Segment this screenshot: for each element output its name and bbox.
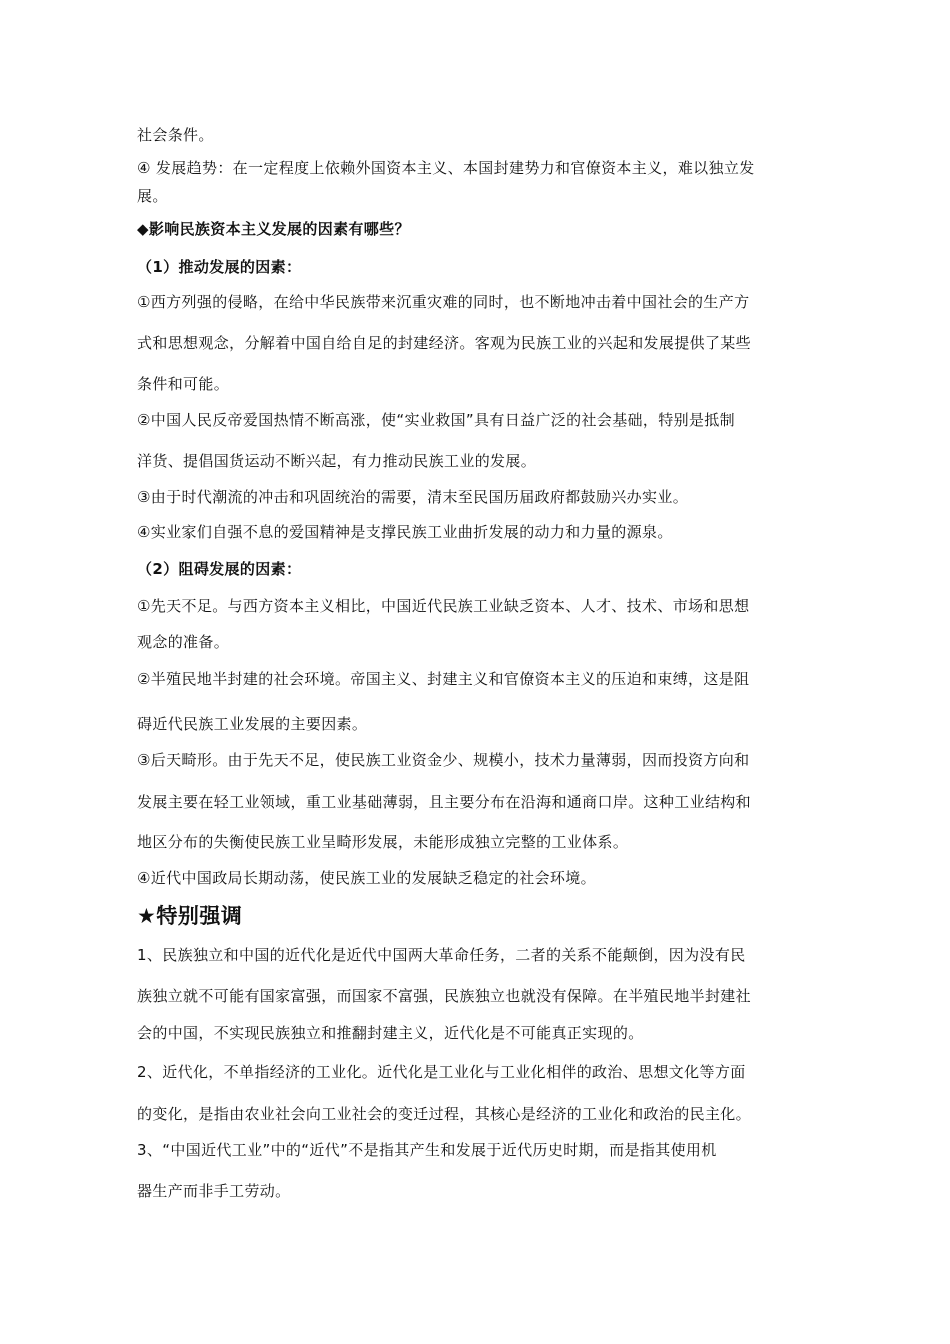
text-line: 洋货、提倡国货运动不断兴起，有力推动民族工业的发展。	[137, 452, 537, 470]
text-line: 观念的准备。	[137, 633, 230, 651]
text-line: ②半殖民地半封建的社会环境。帝国主义、封建主义和官僚资本主义的压迫和束缚，这是阻	[137, 670, 750, 688]
text-line: 的变化，是指由农业社会向工业社会的变迁过程，其核心是经济的工业化和政治的民主化。	[137, 1105, 752, 1123]
text-line: 条件和可能。	[137, 375, 230, 393]
text-line: ①西方列强的侵略，在给中华民族带来沉重灾难的同时，也不断地冲击着中国社会的生产方	[137, 293, 750, 311]
text-line: ①先天不足。与西方资本主义相比，中国近代民族工业缺乏资本、人才、技术、市场和思想	[137, 597, 750, 615]
text-line: ④实业家们自强不息的爱国精神是支撑民族工业曲折发展的动力和力量的源泉。	[137, 523, 673, 541]
text-line: 2、近代化，不单指经济的工业化。近代化是工业化与工业化相伴的政治、思想文化等方面	[137, 1063, 746, 1081]
text-line: ④ 发展趋势：在一定程度上依赖外国资本主义、本国封建势力和官僚资本主义，难以独立发	[137, 159, 755, 177]
subsection-heading: （2）阻碍发展的因素：	[137, 560, 302, 578]
text-line: 1、民族独立和中国的近代化是近代中国两大革命任务，二者的关系不能颠倒，因为没有民	[137, 946, 746, 964]
text-line: 族独立就不可能有国家富强，而国家不富强，民族独立也就没有保障。在半殖民地半封建社	[137, 987, 752, 1005]
text-line: 地区分布的失衡使民族工业呈畸形发展，未能形成独立完整的工业体系。	[137, 833, 629, 851]
text-line: 会的中国，不实现民族独立和推翻封建主义，近代化是不可能真正实现的。	[137, 1024, 644, 1042]
text-line: 式和思想观念，分解着中国自给自足的封建经济。客观为民族工业的兴起和发展提供了某些	[137, 334, 752, 352]
emphasis-heading: ★特别强调	[137, 904, 243, 928]
text-line: 社会条件。	[137, 126, 214, 144]
text-line: 碍近代民族工业发展的主要因素。	[137, 715, 368, 733]
text-line: ②中国人民反帝爱国热情不断高涨，使“实业救国”具有日益广泛的社会基础，特别是抵制	[137, 411, 735, 429]
section-heading: ◆影响民族资本主义发展的因素有哪些？	[137, 220, 410, 238]
subsection-heading: （1）推动发展的因素：	[137, 258, 302, 276]
text-line: ④近代中国政局长期动荡，使民族工业的发展缺乏稳定的社会环境。	[137, 869, 596, 887]
text-line: 3、“中国近代工业”中的“近代”不是指其产生和发展于近代历史时期，而是指其使用机	[137, 1141, 717, 1159]
text-line: ③后天畸形。由于先天不足，使民族工业资金少、规模小，技术力量薄弱，因而投资方向和	[137, 751, 750, 769]
text-line: ③由于时代潮流的冲击和巩固统治的需要，清末至民国历届政府都鼓励兴办实业。	[137, 488, 689, 506]
text-line: 展。	[137, 187, 168, 205]
text-line: 发展主要在轻工业领域，重工业基础薄弱，且主要分布在沿海和通商口岸。这种工业结构和	[137, 793, 752, 811]
text-line: 器生产而非手工劳动。	[137, 1182, 291, 1200]
